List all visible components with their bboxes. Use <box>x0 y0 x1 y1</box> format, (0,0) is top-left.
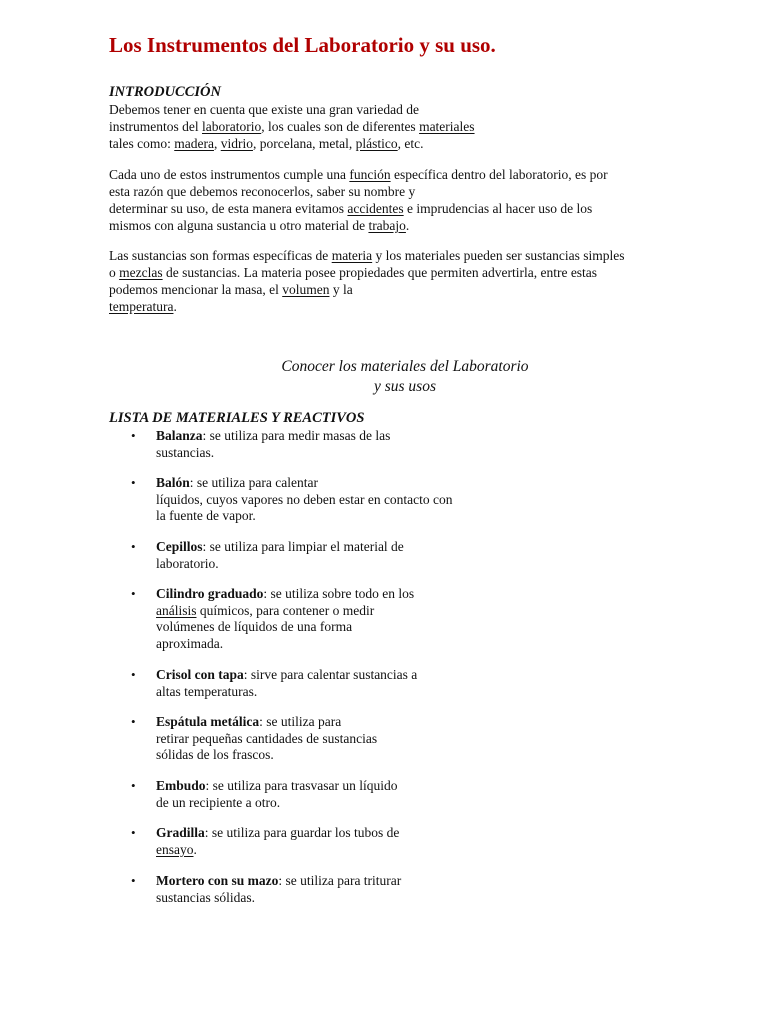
text-segment: : sirve para calentar sustancias a <box>243 667 418 682</box>
text-line: de un recipiente a otro. <box>156 794 281 810</box>
text-line <box>109 247 729 264</box>
text-segment: podemos mencionar la masa, el <box>109 282 283 297</box>
text-line: sustancias sólidas. <box>156 889 255 905</box>
text-line <box>109 166 729 183</box>
text-line: altas temperaturas. <box>156 683 258 699</box>
text-line <box>156 586 556 603</box>
text-segment: . <box>173 299 177 314</box>
text-segment: Las sustancias son formas específicas de <box>109 248 332 263</box>
page-title: Los Instrumentos del Laboratorio y su uso. <box>109 33 496 57</box>
text-segment: : se utiliza para medir masas de las <box>202 428 391 443</box>
text-segment: y los materiales pueden ser sustancias simples <box>372 248 625 263</box>
link-accidentes[interactable]: accidentes <box>347 201 404 216</box>
link-analisis[interactable]: análisis <box>156 602 197 618</box>
text-segment: : se utiliza para triturar <box>278 873 402 888</box>
text-segment: : se utiliza para limpiar el material de <box>202 539 404 554</box>
bullet-icon: • <box>131 475 136 490</box>
subtitle-line: Conocer los materiales del Laboratorio <box>281 358 529 375</box>
item-name: Gradilla <box>156 825 205 840</box>
bullet-icon: • <box>131 714 136 729</box>
text-segment: : se utiliza sobre todo en los <box>263 586 415 601</box>
text-segment: , los cuales son de diferentes <box>261 119 420 134</box>
link-materia[interactable]: materia <box>331 248 373 263</box>
text-segment: mismos con alguna sustancia u otro material de <box>109 218 369 233</box>
item-name: Espátula metálica <box>156 714 260 729</box>
text-line <box>156 714 556 731</box>
text-line: la fuente de vapor. <box>156 508 256 523</box>
intro-paragraph-3 <box>109 247 729 315</box>
bullet-icon: • <box>131 586 136 601</box>
text-line: sólidas de los frascos. <box>156 747 274 762</box>
text-segment: químicos, para contener o medir <box>196 602 375 618</box>
section-subtitle <box>0 357 768 397</box>
list-item-text <box>156 667 556 700</box>
item-name: Cilindro graduado <box>156 586 264 601</box>
text-segment: e imprudencias al hacer uso de los <box>403 201 593 216</box>
link-plastico[interactable]: plástico <box>355 136 398 151</box>
link-madera[interactable]: madera <box>174 136 214 151</box>
text-line <box>156 667 556 684</box>
text-line <box>109 281 729 298</box>
text-segment: , porcelana, metal, <box>252 136 356 151</box>
list-item-text <box>156 475 556 525</box>
list-item-text <box>156 714 556 764</box>
bullet-icon: • <box>131 778 136 793</box>
item-name: Balanza <box>156 428 203 443</box>
text-segment: específica dentro del laboratorio, es por <box>390 167 608 182</box>
text-line <box>156 603 556 620</box>
link-mezclas[interactable]: mezclas <box>119 265 163 280</box>
text-segment: tales como: <box>109 136 175 151</box>
link-laboratorio[interactable]: laboratorio <box>202 119 262 134</box>
list-heading: LISTA DE MATERIALES Y REACTIVOS <box>109 410 365 426</box>
subtitle-line: y sus usos <box>373 378 436 395</box>
text-line <box>156 873 556 890</box>
text-line <box>109 135 729 152</box>
item-name: Mortero con su mazo <box>156 873 279 888</box>
text-line: esta razón que debemos reconocerlos, saber su nombre y <box>109 184 416 199</box>
item-name: Embudo <box>156 778 206 793</box>
text-segment: : se utiliza para <box>259 714 342 729</box>
item-name: Crisol con tapa <box>156 667 244 682</box>
text-segment: : se utiliza para trasvasar un líquido <box>205 778 398 793</box>
bullet-icon: • <box>131 873 136 888</box>
link-volumen[interactable]: volumen <box>282 282 330 297</box>
text-line <box>109 298 729 315</box>
list-item-text <box>156 428 556 461</box>
intro-paragraph-1 <box>109 101 729 152</box>
bullet-icon: • <box>131 667 136 682</box>
link-temperatura[interactable]: temperatura <box>109 299 174 314</box>
text-segment: y la <box>329 282 353 297</box>
text-line <box>109 217 729 234</box>
text-line <box>156 475 556 492</box>
text-segment: . <box>193 841 197 857</box>
link-trabajo[interactable]: trabajo <box>368 218 406 233</box>
list-item-text <box>156 539 556 572</box>
text-line: volúmenes de líquidos de una forma <box>156 619 353 634</box>
text-line: Debemos tener en cuenta que existe una gran variedad de <box>109 102 419 117</box>
text-line <box>109 264 729 281</box>
text-line <box>156 825 556 842</box>
bullet-icon: • <box>131 825 136 840</box>
text-line <box>109 118 729 135</box>
text-segment: determinar su uso, de esta manera evitamos <box>109 201 348 216</box>
list-item-text <box>156 873 556 906</box>
text-line <box>109 200 729 217</box>
text-segment: de sustancias. La materia posee propiedades que permiten advertirla, entre estas <box>162 265 598 280</box>
intro-paragraph-2 <box>109 166 729 234</box>
text-line: líquidos, cuyos vapores no deben estar en contacto con <box>156 491 453 507</box>
text-segment: . <box>405 218 410 233</box>
link-vidrio[interactable]: vidrio <box>220 136 253 151</box>
item-name: Balón <box>156 475 190 490</box>
bullet-icon: • <box>131 539 136 554</box>
item-name: Cepillos <box>156 539 203 554</box>
text-line <box>156 539 556 556</box>
text-segment: : se utiliza para calentar <box>189 475 318 490</box>
intro-heading: INTRODUCCIÓN <box>109 84 221 100</box>
text-line: sustancias. <box>156 444 215 460</box>
text-line: laboratorio. <box>156 555 219 571</box>
text-segment: , etc. <box>397 136 424 151</box>
text-segment: o <box>109 265 120 280</box>
text-segment: : se utiliza para guardar los tubos de <box>204 825 400 840</box>
text-line <box>156 842 556 859</box>
list-item-text <box>156 586 556 652</box>
list-item-text <box>156 778 556 811</box>
text-segment: , <box>213 136 221 151</box>
list-item-text <box>156 825 556 858</box>
text-line: aproximada. <box>156 635 224 651</box>
text-line: retirar pequeñas cantidades de sustancias <box>156 730 378 746</box>
link-ensayo[interactable]: ensayo <box>156 841 194 857</box>
text-line <box>156 778 556 795</box>
text-segment: Cada uno de estos instrumentos cumple una <box>109 167 350 182</box>
text-segment: instrumentos del <box>109 119 202 134</box>
bullet-icon: • <box>131 428 136 443</box>
text-line <box>156 428 556 445</box>
link-funcion[interactable]: función <box>349 167 391 182</box>
link-materiales[interactable]: materiales <box>419 119 475 134</box>
